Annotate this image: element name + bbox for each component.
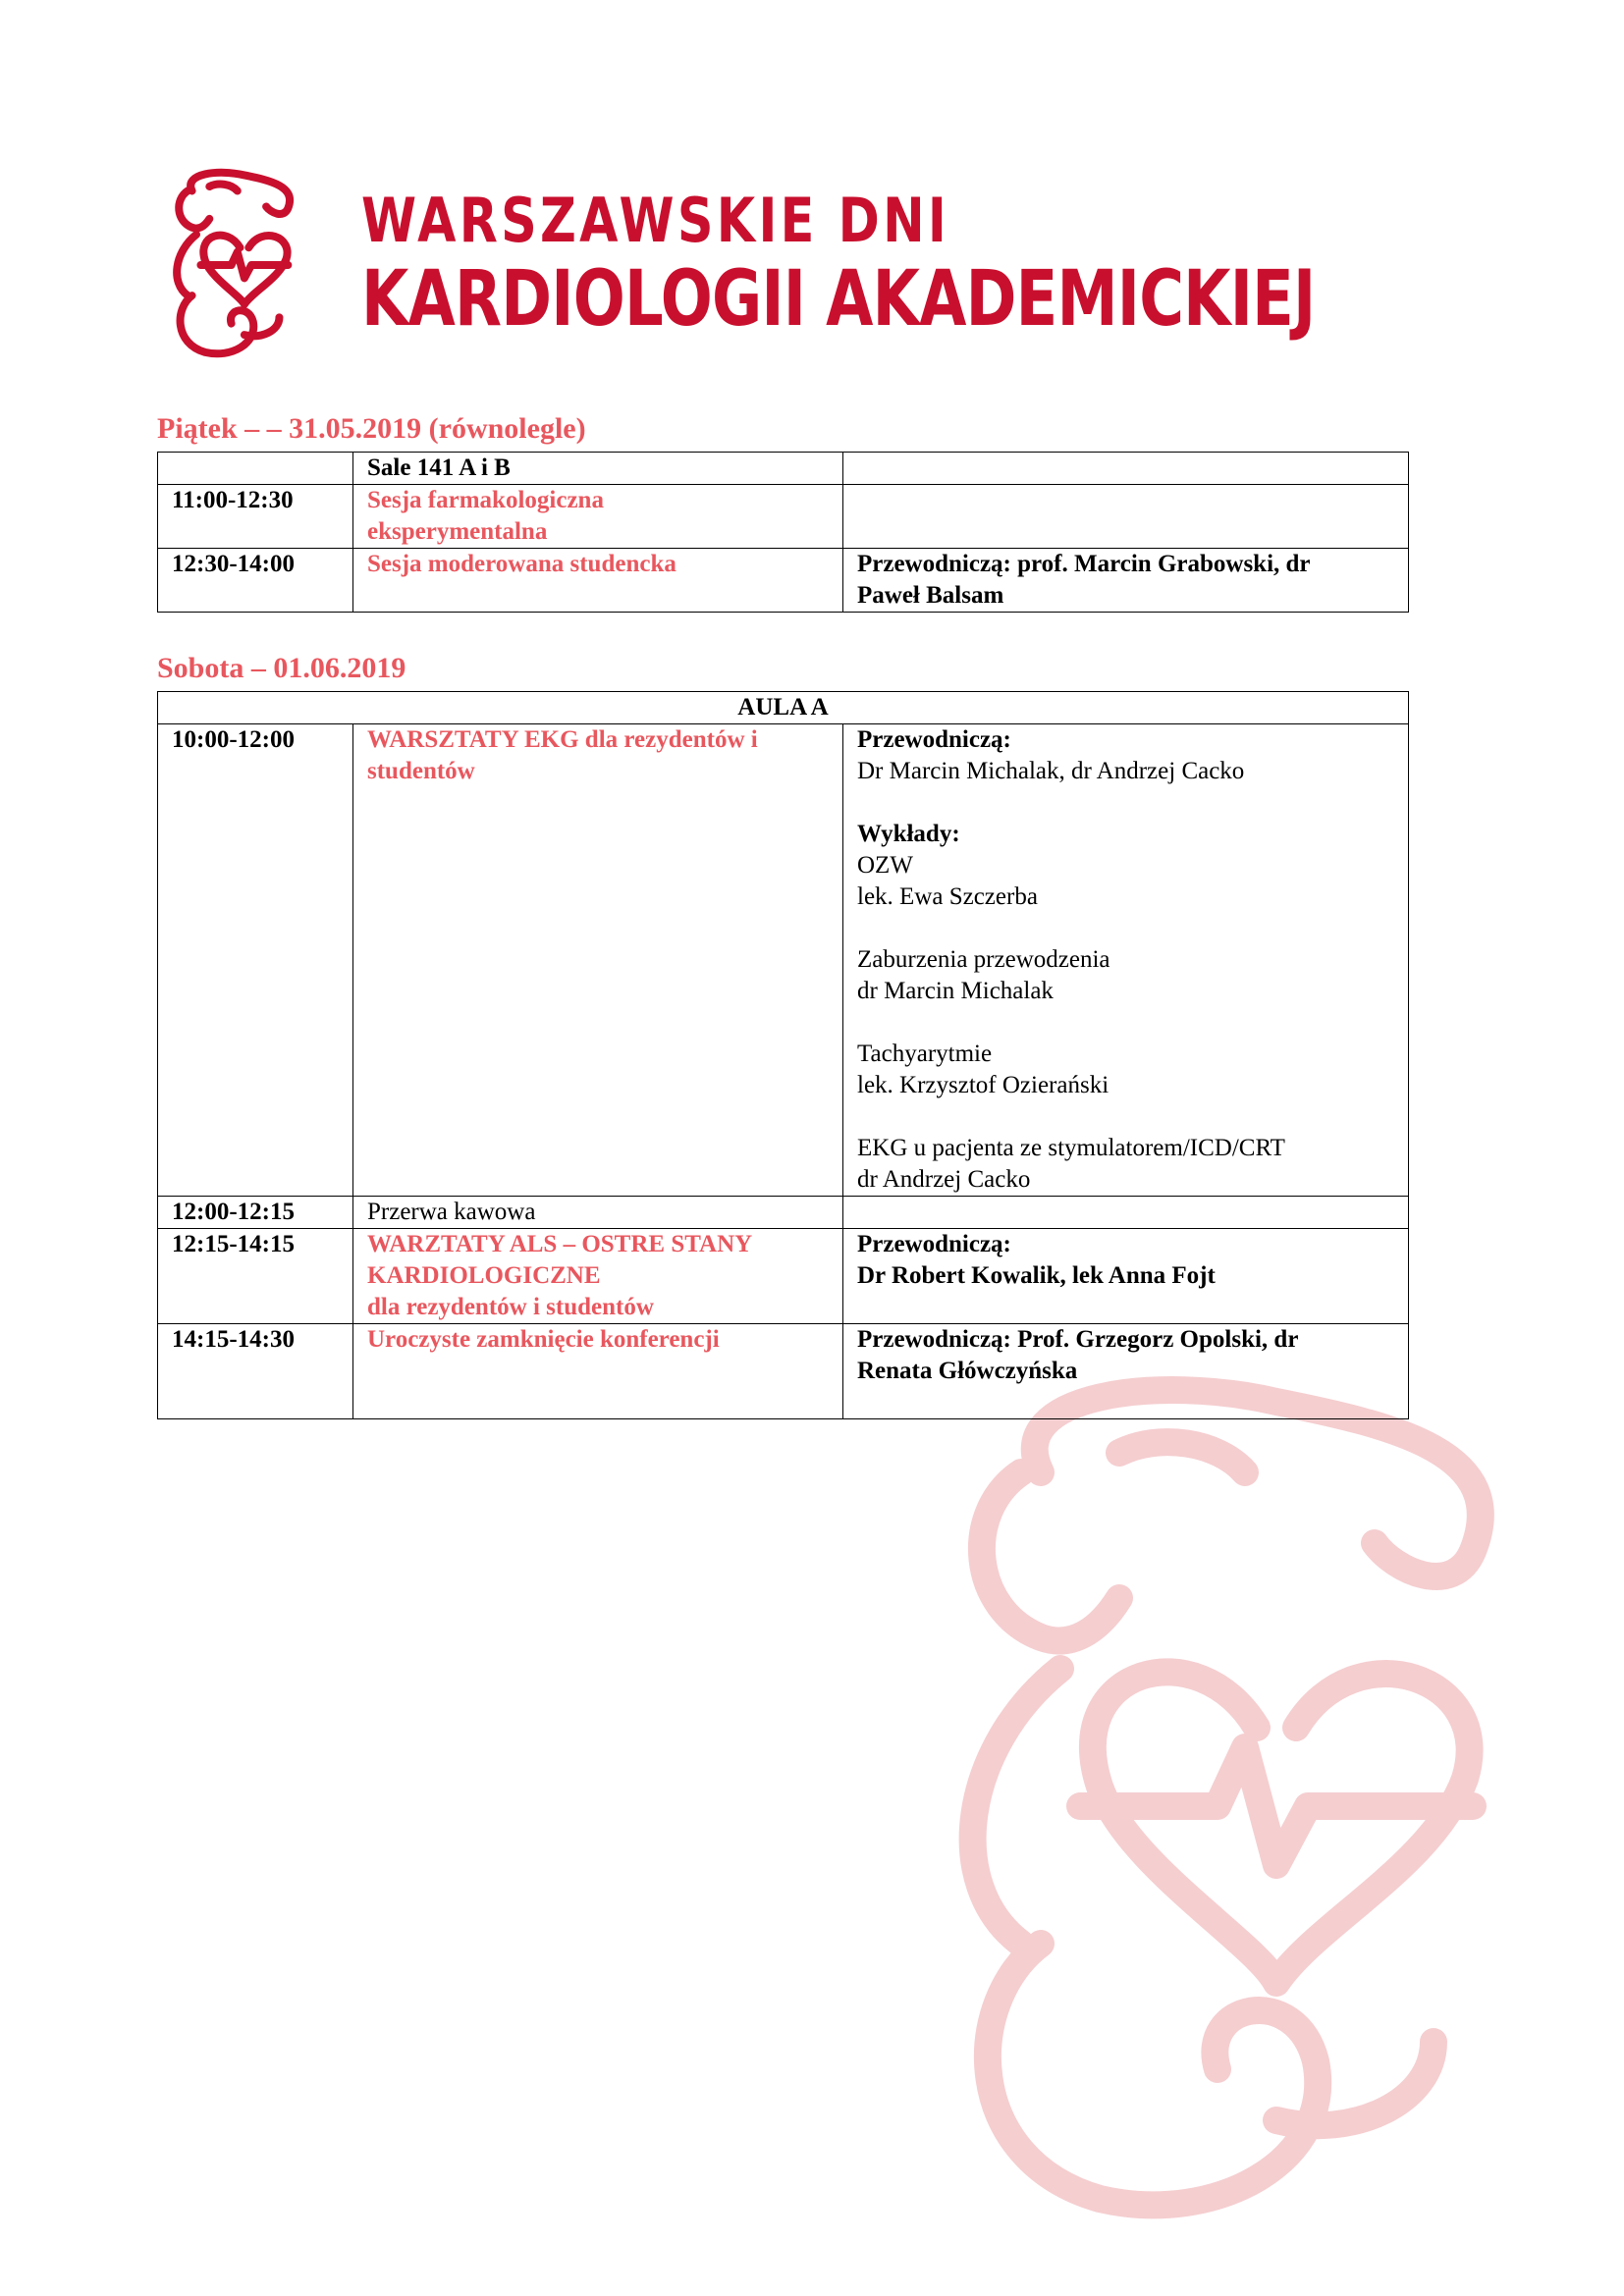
room-cell: Sale 141 A i B — [353, 453, 843, 485]
session-title-line: Sesja farmakologiczna — [367, 487, 604, 513]
session-title-line: KARDIOLOGICZNE — [367, 1262, 601, 1289]
chair-cell — [843, 453, 1409, 485]
table-row — [158, 485, 1409, 549]
session-title-cell — [353, 1229, 843, 1324]
table-row — [158, 1229, 1409, 1324]
session-title-cell — [353, 485, 843, 549]
lecture-topic: Zaburzenia przewodzenia — [857, 946, 1110, 973]
chair-label: Przewodniczą: — [857, 1231, 1011, 1257]
chair-names: Dr Robert Kowalik, lek Anna Fojt — [857, 1262, 1216, 1289]
chair-cell — [843, 485, 1409, 549]
chair-names: Dr Marcin Michalak, dr Andrzej Cacko — [857, 758, 1245, 784]
chair-cell — [843, 1229, 1409, 1324]
lecture-speaker: lek. Ewa Szczerba — [857, 883, 1038, 910]
time-cell: 12:15-14:15 — [158, 1229, 353, 1324]
logo-line1: WARSZAWSKIE DNI — [361, 185, 950, 256]
lecture-topic: OZW — [857, 852, 913, 879]
lecture-speaker: dr Marcin Michalak — [857, 978, 1054, 1004]
chair-cell — [843, 724, 1409, 1197]
logo-line2: KARDIOLOGII AKADEMICKIEJ — [361, 255, 1316, 344]
session-title-line: WARSZTATY EKG dla rezydentów i — [367, 726, 758, 753]
table-row — [158, 724, 1409, 1197]
lecture-topic: Tachyarytmie — [857, 1041, 993, 1067]
table-row — [158, 453, 1409, 485]
day2-heading: Sobota – 01.06.2019 — [157, 652, 406, 684]
lecture-speaker: lek. Krzysztof Ozierański — [857, 1072, 1110, 1098]
session-title-line: eksperymentalna — [367, 518, 548, 545]
chair-cell — [843, 549, 1409, 613]
session-title-cell — [353, 724, 843, 1197]
day1-heading: Piątek – – 31.05.2019 (równolegle) — [157, 412, 586, 445]
logo-wordmark — [361, 187, 1553, 344]
table-row — [158, 692, 1409, 724]
session-title-line: WARZTATY ALS – OSTRE STANY — [367, 1231, 753, 1257]
session-title-line: dla rezydentów i studentów — [367, 1294, 654, 1320]
time-cell: 12:30-14:00 — [158, 549, 353, 613]
chair-line: Przewodniczą: prof. Marcin Grabowski, dr — [857, 551, 1311, 577]
chair-line: Renata Główczyńska — [857, 1358, 1078, 1384]
chair-cell — [843, 1197, 1409, 1229]
chair-cell — [843, 1324, 1409, 1419]
table-row — [158, 549, 1409, 613]
chair-line: Paweł Balsam — [857, 582, 1004, 609]
session-title-cell: Uroczyste zamknięcie konferencji — [353, 1324, 843, 1419]
mermaid-heart-watermark-icon — [884, 1355, 1591, 2258]
chair-label: Przewodniczą: — [857, 726, 1011, 753]
session-title-cell: Przerwa kawowa — [353, 1197, 843, 1229]
table-row — [158, 1197, 1409, 1229]
time-cell: 11:00-12:30 — [158, 485, 353, 549]
room-cell: AULA A — [158, 692, 1409, 724]
time-cell: 12:00-12:15 — [158, 1197, 353, 1229]
session-title-cell: Sesja moderowana studencka — [353, 549, 843, 613]
session-title-line: studentów — [367, 758, 475, 784]
chair-line: Przewodniczą: Prof. Grzegorz Opolski, dr — [857, 1326, 1299, 1353]
lectures-label: Wykłady: — [857, 821, 960, 847]
lecture-topic: EKG u pacjenta ze stymulatorem/ICD/CRT — [857, 1135, 1285, 1161]
mermaid-heart-icon — [157, 157, 314, 373]
lecture-speaker: dr Andrzej Cacko — [857, 1166, 1031, 1193]
day2-schedule-table — [157, 691, 1409, 1419]
day1-schedule-table — [157, 452, 1409, 613]
time-cell — [158, 453, 353, 485]
table-row — [158, 1324, 1409, 1419]
time-cell: 14:15-14:30 — [158, 1324, 353, 1419]
time-cell: 10:00-12:00 — [158, 724, 353, 1197]
